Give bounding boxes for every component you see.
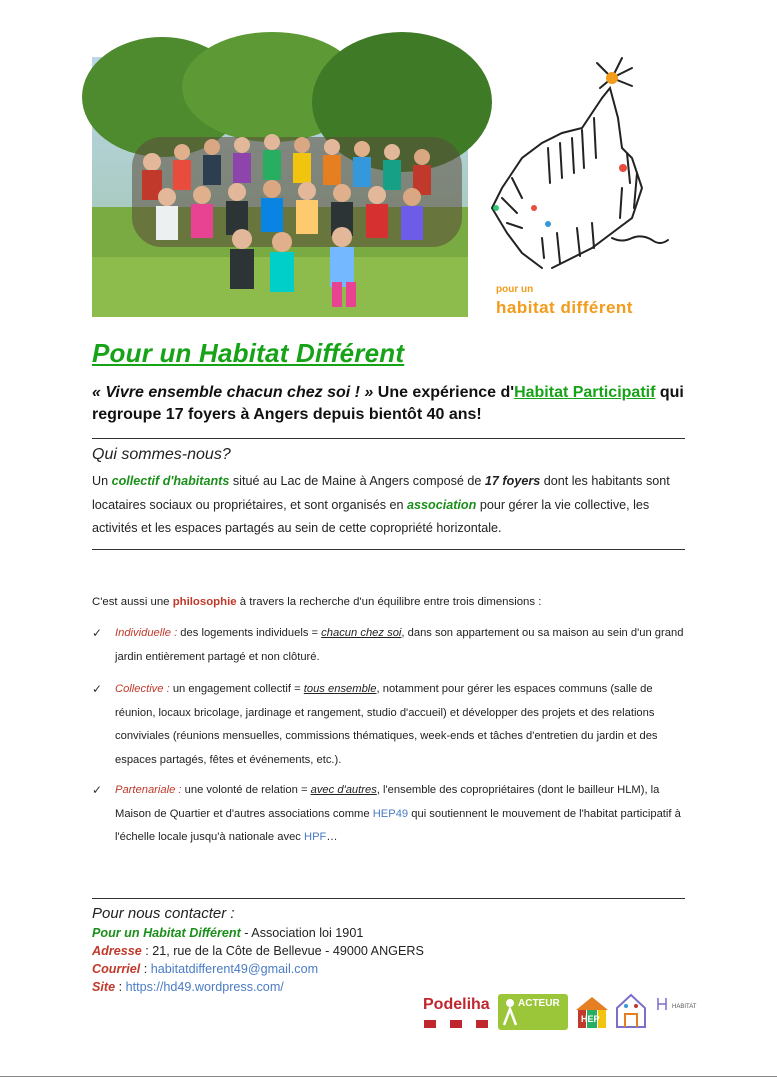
hep49-link[interactable]: HEP49 bbox=[372, 807, 409, 820]
subtitle-part1: Une expérience d' bbox=[373, 384, 515, 401]
logo-text-line2: habitat différent bbox=[496, 298, 633, 317]
bullet-individuelle bbox=[92, 622, 687, 669]
subtitle bbox=[92, 382, 692, 426]
bullet-text bbox=[115, 678, 685, 772]
email-sep: : bbox=[140, 962, 151, 976]
page-bottom-border bbox=[0, 1076, 777, 1077]
bullet-t2: , l'ensemble des copropriétaires (dont le bailleur HLM), la Maison de Quartier et d'autres associations comme bbox=[115, 784, 660, 820]
contact-org-line bbox=[92, 924, 363, 942]
who-t1: Un bbox=[92, 474, 112, 488]
contact-email-line bbox=[92, 960, 318, 978]
who-heading: Qui sommes-nous? bbox=[92, 446, 231, 463]
bullet-t1: une volonté de relation = bbox=[181, 784, 311, 796]
philosophy-intro bbox=[92, 596, 541, 608]
acteur-figure-icon bbox=[501, 997, 519, 1027]
podeliha-badges-icon bbox=[420, 992, 494, 1032]
acteur-name: ACTEUR bbox=[518, 998, 560, 1009]
who-association: association bbox=[407, 497, 477, 512]
contact-heading: Pour nous contacter : bbox=[92, 905, 235, 922]
bullet-t1: des logements individuels = bbox=[177, 627, 322, 639]
bullet-em: avec d'autres bbox=[310, 784, 377, 796]
bullet-em: chacun chez soi bbox=[321, 627, 402, 639]
who-t3: dont les habitants sont locataires sociaux ou propriétaires, et sont organisés en bbox=[92, 474, 670, 512]
logo-drawing-icon bbox=[482, 58, 682, 284]
hep-text: HEP bbox=[581, 1014, 600, 1024]
philo-t2: à travers la recherche d'un équilibre entre trois dimensions : bbox=[236, 596, 542, 608]
acteur-logo bbox=[498, 994, 568, 1030]
contact-org-suffix: - Association loi 1901 bbox=[240, 926, 364, 940]
hpf-logo bbox=[652, 994, 697, 1028]
bullet-collective bbox=[92, 678, 687, 773]
bullet-text bbox=[115, 779, 685, 850]
contact-address-line bbox=[92, 942, 424, 960]
podeliha-name: Podeliha bbox=[423, 996, 490, 1013]
bullet-t4: … bbox=[326, 831, 338, 843]
philo-t1: C'est aussi une bbox=[92, 596, 173, 608]
subtitle-quote: « Vivre ensemble chacun chez soi ! » bbox=[92, 384, 374, 401]
email-link[interactable]: habitatdifferent49@gmail.com bbox=[150, 962, 319, 976]
who-foyers: 17 foyers bbox=[484, 474, 541, 488]
checkmark-icon: ✓ bbox=[92, 682, 103, 696]
bullet-text bbox=[115, 622, 685, 669]
hpf-mark-icon bbox=[652, 994, 697, 1028]
habitat-different-logo bbox=[482, 58, 682, 323]
logo-text-line1: pour un bbox=[496, 284, 534, 295]
group-photo bbox=[92, 57, 468, 317]
bullet-label: Collective : bbox=[115, 683, 170, 695]
philo-word: philosophie bbox=[172, 596, 237, 608]
bullet-t3: qui soutiennent le mouvement de l'habitat participatif à l'échelle locale jusqu'à nationale avec bbox=[115, 807, 681, 843]
bullet-label: Partenariale : bbox=[115, 784, 182, 796]
email-label: Courriel bbox=[92, 962, 141, 976]
bullet-label: Individuelle : bbox=[115, 627, 178, 639]
hp-house-icon bbox=[614, 992, 648, 1030]
contact-org: Pour un Habitat Différent bbox=[92, 926, 241, 940]
site-label: Site bbox=[92, 980, 116, 994]
hp-logo bbox=[614, 992, 648, 1030]
divider-middle bbox=[92, 549, 685, 550]
checkmark-icon: ✓ bbox=[92, 783, 103, 797]
address-label: Adresse bbox=[92, 944, 142, 958]
checkmark-icon: ✓ bbox=[92, 626, 103, 640]
hep-house-icon bbox=[574, 994, 610, 1030]
site-sep: : bbox=[115, 980, 126, 994]
partner-logos bbox=[420, 990, 697, 1036]
who-paragraph bbox=[92, 470, 687, 541]
hpf-link[interactable]: HPF bbox=[304, 831, 327, 843]
who-collectif: collectif d'habitants bbox=[111, 474, 230, 488]
bullet-t2: , notamment pour gérer les espaces communs (salle de réunion, locaux bricolage, jardinage et rangement, studio d'accueil) et développer des projets et des relations conviviales (réunions mensuelles, commissions thématiques, week-ends et tâches d'entretien du jardin et des espaces partagés, fêtes et événements, etc.). bbox=[115, 683, 658, 766]
divider-bottom bbox=[92, 898, 685, 899]
bullet-t1: un engagement collectif = bbox=[169, 683, 304, 695]
subtitle-part2: qui regroupe 17 foyers à Angers depuis bientôt 40 ans! bbox=[92, 384, 684, 423]
site-link[interactable]: https://hd49.wordpress.com/ bbox=[125, 980, 284, 994]
bullet-em: tous ensemble bbox=[303, 683, 377, 695]
bullet-partenariale bbox=[92, 779, 687, 851]
hpf-text: HABITAT bbox=[672, 1004, 697, 1010]
podeliha-logo bbox=[420, 992, 494, 1032]
contact-site-line bbox=[92, 978, 284, 996]
who-t2: situé au Lac de Maine à Angers composé de bbox=[229, 474, 485, 488]
bullet-t2: , dans son appartement ou sa maison au sein d'un grand jardin entièrement partagé et non clôturé. bbox=[115, 627, 684, 663]
address-value: : 21, rue de la Côte de Bellevue - 49000 ANGERS bbox=[141, 944, 424, 958]
divider-top bbox=[92, 438, 685, 439]
habitat-participatif-link[interactable]: Habitat Participatif bbox=[514, 384, 656, 401]
hep-logo bbox=[574, 994, 610, 1030]
page-title: Pour un Habitat Différent bbox=[92, 338, 405, 368]
who-t4: pour gérer la vie collective, les activités et les espaces partagés au sein de cette copropriété horizontale. bbox=[92, 497, 650, 535]
